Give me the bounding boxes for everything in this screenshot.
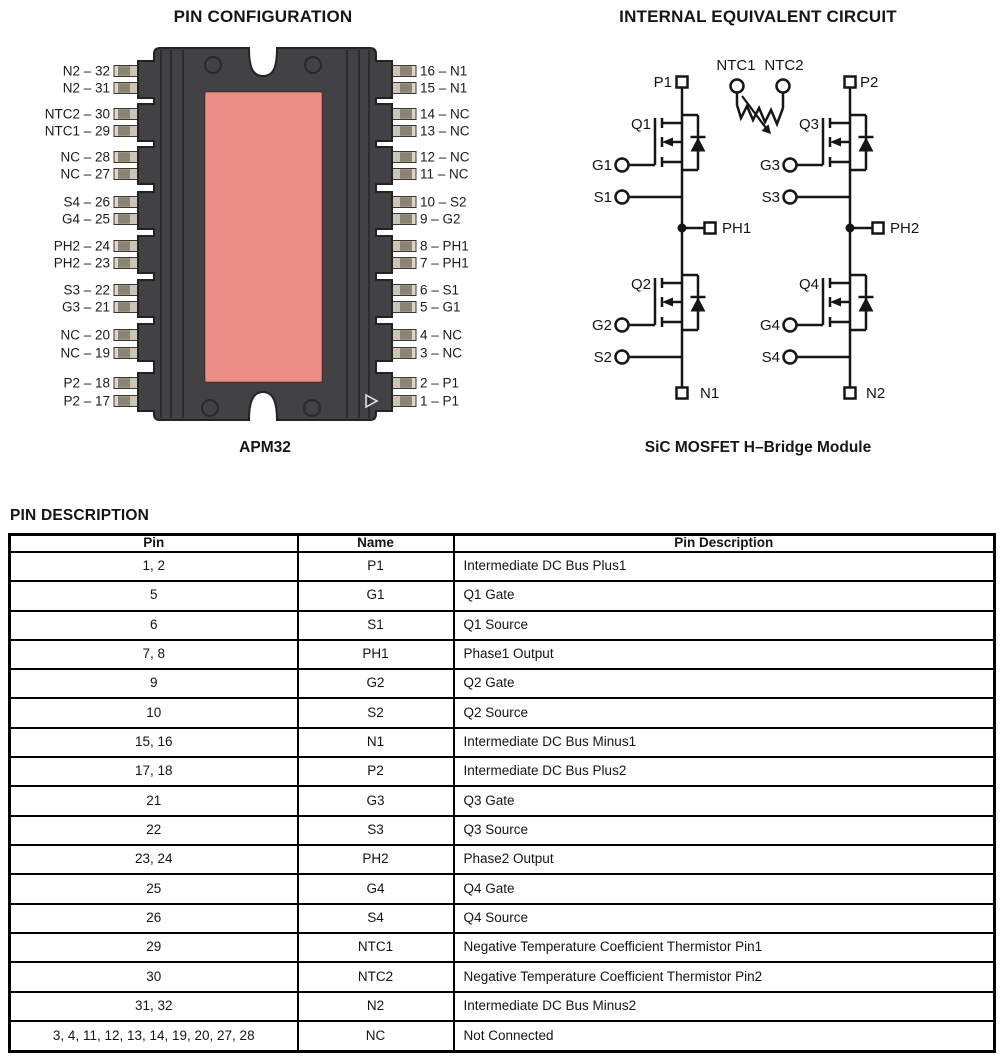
pin-lead (390, 396, 416, 407)
table-row (10, 816, 995, 845)
pin-label: NTC2 – 30 (44, 106, 110, 122)
circuit-caption: SiC MOSFET H–Bridge Module (644, 439, 872, 456)
description-cell: Q4 Source (454, 904, 995, 933)
pin-label: PH2 – 24 (53, 238, 110, 254)
name-cell: NTC2 (298, 962, 454, 991)
pin-lead (114, 348, 140, 359)
label-s1: S1 (593, 189, 612, 206)
pin-lead (390, 348, 416, 359)
pin-cell: 17, 18 (10, 757, 298, 786)
ph1-junction-dot (678, 224, 687, 233)
pin-label: 15 – N1 (420, 80, 468, 96)
pin-cell: 30 (10, 962, 298, 991)
left-halfbridge-rail (682, 87, 705, 388)
name-cell: N1 (298, 728, 454, 757)
description-cell: Phase1 Output (454, 640, 995, 669)
name-cell: N2 (298, 992, 454, 1021)
left-pin-labels (45, 64, 111, 409)
table-row (10, 640, 995, 669)
name-cell: PH2 (298, 845, 454, 874)
table-row (10, 698, 995, 727)
equivalent-circuit-title: INTERNAL EQUIVALENT CIRCUIT (619, 7, 897, 26)
name-cell: P2 (298, 757, 454, 786)
table-row (10, 552, 995, 581)
description-cell: Q2 Source (454, 698, 995, 727)
table-row (10, 757, 995, 786)
label-q3: Q3 (798, 116, 819, 133)
label-p2: P2 (860, 74, 879, 91)
pin-configuration-figure (0, 0, 500, 462)
pin-lead (114, 126, 140, 137)
pin-label: 2 – P1 (420, 375, 460, 391)
mosfet-q4 (784, 273, 874, 364)
table-row (10, 962, 995, 991)
pin-lead (114, 302, 140, 313)
terminal-n1 (677, 388, 688, 399)
ntc-thermistor (731, 80, 790, 135)
pin-lead (114, 109, 140, 120)
mosfet-q2 (616, 273, 706, 364)
name-cell: S3 (298, 816, 454, 845)
name-cell: NC (298, 1021, 454, 1051)
description-cell: Intermediate DC Bus Plus1 (454, 552, 995, 581)
equivalent-circuit-drawing (500, 0, 1000, 462)
pin-cell: 26 (10, 904, 298, 933)
pin-label: NC – 28 (60, 149, 110, 165)
table-row (10, 933, 995, 962)
pin-cell: 10 (10, 698, 298, 727)
description-cell: Phase2 Output (454, 845, 995, 874)
table-row (10, 611, 995, 640)
pin-lead (114, 285, 140, 296)
description-cell: Q1 Gate (454, 581, 995, 610)
pin-cell: 25 (10, 874, 298, 903)
pin-label: P2 – 18 (63, 375, 110, 391)
terminal-ph2 (873, 223, 884, 234)
pin-lead (390, 258, 416, 269)
label-s2: S2 (593, 349, 612, 366)
pin-label: 1 – P1 (420, 393, 460, 409)
table-row (10, 581, 995, 610)
description-cell: Intermediate DC Bus Minus2 (454, 992, 995, 1021)
name-cell: G1 (298, 581, 454, 610)
pin-cell: 5 (10, 581, 298, 610)
die-pad (205, 92, 322, 382)
pin-lead (114, 396, 140, 407)
description-cell: Q2 Gate (454, 669, 995, 698)
label-q2: Q2 (630, 276, 651, 293)
pin-lead (114, 214, 140, 225)
pin-lead (390, 214, 416, 225)
name-cell: S2 (298, 698, 454, 727)
package-name-caption: APM32 (239, 439, 291, 456)
label-g1: G1 (591, 157, 612, 174)
pin-lead (390, 126, 416, 137)
label-ph2: PH2 (890, 220, 920, 237)
label-ntc2: NTC2 (764, 57, 804, 74)
table-row (10, 874, 995, 903)
label-g2: G2 (591, 317, 612, 334)
pin-label: 6 – S1 (420, 282, 460, 298)
pin-label: 13 – NC (420, 123, 470, 139)
name-cell: S4 (298, 904, 454, 933)
pin-label: 5 – G1 (420, 299, 461, 315)
table-row (10, 904, 995, 933)
right-pin-labels (420, 64, 470, 409)
table-row (10, 1021, 995, 1051)
right-halfbridge-rail (850, 87, 873, 388)
name-cell: G4 (298, 874, 454, 903)
pin-label: PH2 – 23 (53, 255, 110, 271)
pin-cell: 21 (10, 786, 298, 815)
pin-configuration-title: PIN CONFIGURATION (173, 7, 353, 26)
label-g4: G4 (759, 317, 780, 334)
pin-lead (390, 83, 416, 94)
pin-cell: 3, 4, 11, 12, 13, 14, 19, 20, 27, 28 (10, 1021, 298, 1051)
pin-label: 4 – NC (420, 327, 463, 343)
pin-label: 8 – PH1 (420, 238, 469, 254)
pin-configuration-drawing (0, 0, 500, 462)
pin-lead (390, 169, 416, 180)
pin-lead (114, 152, 140, 163)
pin-lead (390, 302, 416, 313)
name-cell: NTC1 (298, 933, 454, 962)
pin-label: 11 – NC (420, 166, 469, 182)
pin-label: NC – 19 (60, 345, 110, 361)
pin-lead (390, 285, 416, 296)
pin-lead (390, 330, 416, 341)
description-cell: Q3 Gate (454, 786, 995, 815)
pin-label: 10 – S2 (420, 194, 467, 210)
pin-cell: 1, 2 (10, 552, 298, 581)
equivalent-circuit-figure (500, 0, 1000, 462)
table-row (10, 786, 995, 815)
pin-label: 9 – G2 (420, 211, 461, 227)
terminal-ph1 (705, 223, 716, 234)
label-ph1: PH1 (722, 220, 752, 237)
pin-label: 3 – NC (420, 345, 463, 361)
pin-label: S3 – 22 (63, 282, 110, 298)
pin-lead (390, 241, 416, 252)
description-cell: Negative Temperature Coefficient Thermistor Pin2 (454, 962, 995, 991)
name-cell: G2 (298, 669, 454, 698)
pin-label: P2 – 17 (63, 393, 110, 409)
pin-lead (114, 378, 140, 389)
table-header-row (10, 535, 995, 552)
pin-description-heading: PIN DESCRIPTION (10, 507, 150, 524)
pin-label: 12 – NC (420, 149, 470, 165)
pin-label: NC – 27 (60, 166, 110, 182)
description-cell: Q3 Source (454, 816, 995, 845)
name-cell: S1 (298, 611, 454, 640)
terminal-p2 (845, 77, 856, 88)
pin-lead (390, 66, 416, 77)
pin-label: S4 – 26 (63, 194, 110, 210)
name-cell: P1 (298, 552, 454, 581)
mosfet-q3 (784, 113, 874, 204)
column-header-pin: Pin (10, 535, 298, 552)
ph2-junction-dot (846, 224, 855, 233)
name-cell: G3 (298, 786, 454, 815)
pin-cell: 7, 8 (10, 640, 298, 669)
pin-lead (114, 241, 140, 252)
pin-label: 14 – NC (420, 106, 470, 122)
label-q4: Q4 (798, 276, 819, 293)
table-row (10, 845, 995, 874)
pin-cell: 22 (10, 816, 298, 845)
mosfet-q1 (616, 113, 706, 204)
pin-cell: 23, 24 (10, 845, 298, 874)
terminal-n2 (845, 388, 856, 399)
pin-cell: 6 (10, 611, 298, 640)
description-cell: Not Connected (454, 1021, 995, 1051)
label-s3: S3 (761, 189, 780, 206)
pin-lead (390, 152, 416, 163)
pin-cell: 29 (10, 933, 298, 962)
pin-lead (390, 109, 416, 120)
pin-label: NC – 20 (60, 327, 110, 343)
description-cell: Negative Temperature Coefficient Thermistor Pin1 (454, 933, 995, 962)
pin-lead (114, 258, 140, 269)
pin-label: N2 – 32 (62, 63, 110, 79)
pin-lead (114, 83, 140, 94)
pin-label: G4 – 25 (61, 211, 110, 227)
pin-label: G3 – 21 (61, 299, 110, 315)
description-cell: Q4 Gate (454, 874, 995, 903)
pin-lead (390, 197, 416, 208)
label-n1: N1 (700, 385, 720, 402)
pin-label: 16 – N1 (420, 63, 468, 79)
terminal-p1 (677, 77, 688, 88)
column-header-name: Name (298, 535, 454, 552)
table-row (10, 728, 995, 757)
label-s4: S4 (761, 349, 780, 366)
pin-label: N2 – 31 (62, 80, 110, 96)
label-ntc1: NTC1 (716, 57, 756, 74)
pin-description-table (8, 533, 996, 1053)
pin-lead (114, 197, 140, 208)
description-cell: Q1 Source (454, 611, 995, 640)
description-cell: Intermediate DC Bus Minus1 (454, 728, 995, 757)
label-q1: Q1 (630, 116, 651, 133)
pin-lead (114, 330, 140, 341)
pin-cell: 31, 32 (10, 992, 298, 1021)
column-header-description: Pin Description (454, 535, 995, 552)
pin-label: NTC1 – 29 (44, 123, 110, 139)
pin-lead (114, 66, 140, 77)
label-g3: G3 (759, 157, 780, 174)
pin-lead (114, 169, 140, 180)
label-n2: N2 (866, 385, 886, 402)
description-cell: Intermediate DC Bus Plus2 (454, 757, 995, 786)
pin-cell: 15, 16 (10, 728, 298, 757)
pin-label: 7 – PH1 (420, 255, 469, 271)
label-p1: P1 (653, 74, 672, 91)
pin-lead (390, 378, 416, 389)
pin-cell: 9 (10, 669, 298, 698)
name-cell: PH1 (298, 640, 454, 669)
table-row (10, 669, 995, 698)
table-row (10, 992, 995, 1021)
